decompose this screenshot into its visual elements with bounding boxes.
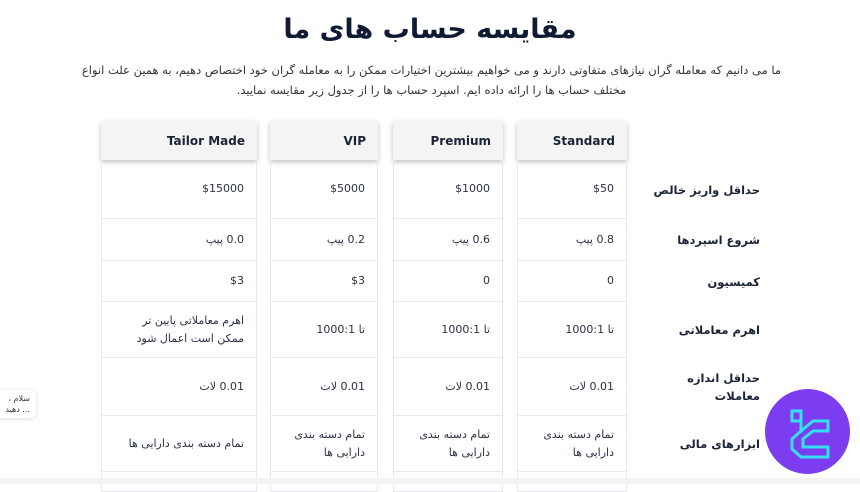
table-cell: تا 1000:1 bbox=[517, 302, 627, 358]
column-header: Tailor Made bbox=[101, 121, 257, 160]
table-cell: 0.01 لات bbox=[101, 358, 257, 416]
table-cell: تا 1000:1 bbox=[270, 302, 378, 358]
table-cell: 0.01 لات bbox=[270, 358, 378, 416]
column-header: Premium bbox=[393, 121, 503, 160]
page-description: ما می دانیم که معامله گران نیازهای متفاوتی دارند و می خواهیم بیشترین اختیارات ممکن را به معامله گران خود اختصاص دهیم، به همین علت انواع مختلف حساب ها را ارائه داده ایم. اسپرد حساب ها را از جدول زیر مقایسه نمایید. bbox=[81, 63, 782, 97]
table-cell: $5000 bbox=[270, 160, 378, 219]
row-label: کمیسیون bbox=[707, 274, 760, 289]
chat-launcher-logo[interactable] bbox=[765, 389, 850, 474]
column-premium bbox=[393, 121, 503, 492]
table-cell: تمام دسته بندی دارایی ها bbox=[517, 416, 627, 472]
row-label: ابزارهای مالی bbox=[679, 437, 760, 451]
brand-logo-icon bbox=[765, 389, 850, 474]
table-cell: تمام دسته بندی دارایی ها bbox=[393, 416, 503, 472]
table-cell: تمام دسته بندی دارایی ها bbox=[270, 416, 378, 472]
table-cell: $50 bbox=[517, 160, 627, 219]
table-cell: 0.6 پیپ bbox=[393, 219, 503, 261]
table-cell: 0.01 لات bbox=[517, 358, 627, 416]
column-header: VIP bbox=[270, 121, 378, 160]
row-label: شروع اسپردها bbox=[677, 233, 760, 247]
row-label: حداقل اندازه معاملات bbox=[687, 371, 760, 403]
page-title: مقایسه حساب های ما bbox=[283, 14, 577, 45]
table-cell: 0 bbox=[517, 261, 627, 302]
table-cell: 0.2 پیپ bbox=[270, 219, 378, 261]
table-cell: 0.0 پیپ bbox=[101, 219, 257, 261]
column-standard bbox=[517, 121, 627, 492]
column-vip bbox=[270, 121, 378, 492]
table-cell: 0.01 لات bbox=[393, 358, 503, 416]
table-cell: 0.8 پیپ bbox=[517, 219, 627, 261]
table-cell: $3 bbox=[270, 261, 378, 302]
row-label: اهرم معاملاتی bbox=[678, 323, 760, 337]
bottom-bar bbox=[0, 478, 860, 484]
row-label: حداقل واریز خالص bbox=[653, 182, 760, 197]
column-tailor-made bbox=[101, 121, 257, 492]
row-labels bbox=[640, 160, 760, 472]
table-cell: $1000 bbox=[393, 160, 503, 219]
table-cell: تا 1000:1 bbox=[393, 302, 503, 358]
table-cell: تمام دسته بندی دارایی ها bbox=[101, 416, 257, 472]
table-cell: اهرم معاملاتی پایین تر ممکن است اعمال شود bbox=[101, 302, 257, 358]
chat-bubble[interactable]: سلام ، ... دهید bbox=[0, 390, 36, 418]
table-cell: $3 bbox=[101, 261, 257, 302]
table-cell: 0 bbox=[393, 261, 503, 302]
column-header: Standard bbox=[517, 121, 627, 160]
table-cell: $15000 bbox=[101, 160, 257, 219]
